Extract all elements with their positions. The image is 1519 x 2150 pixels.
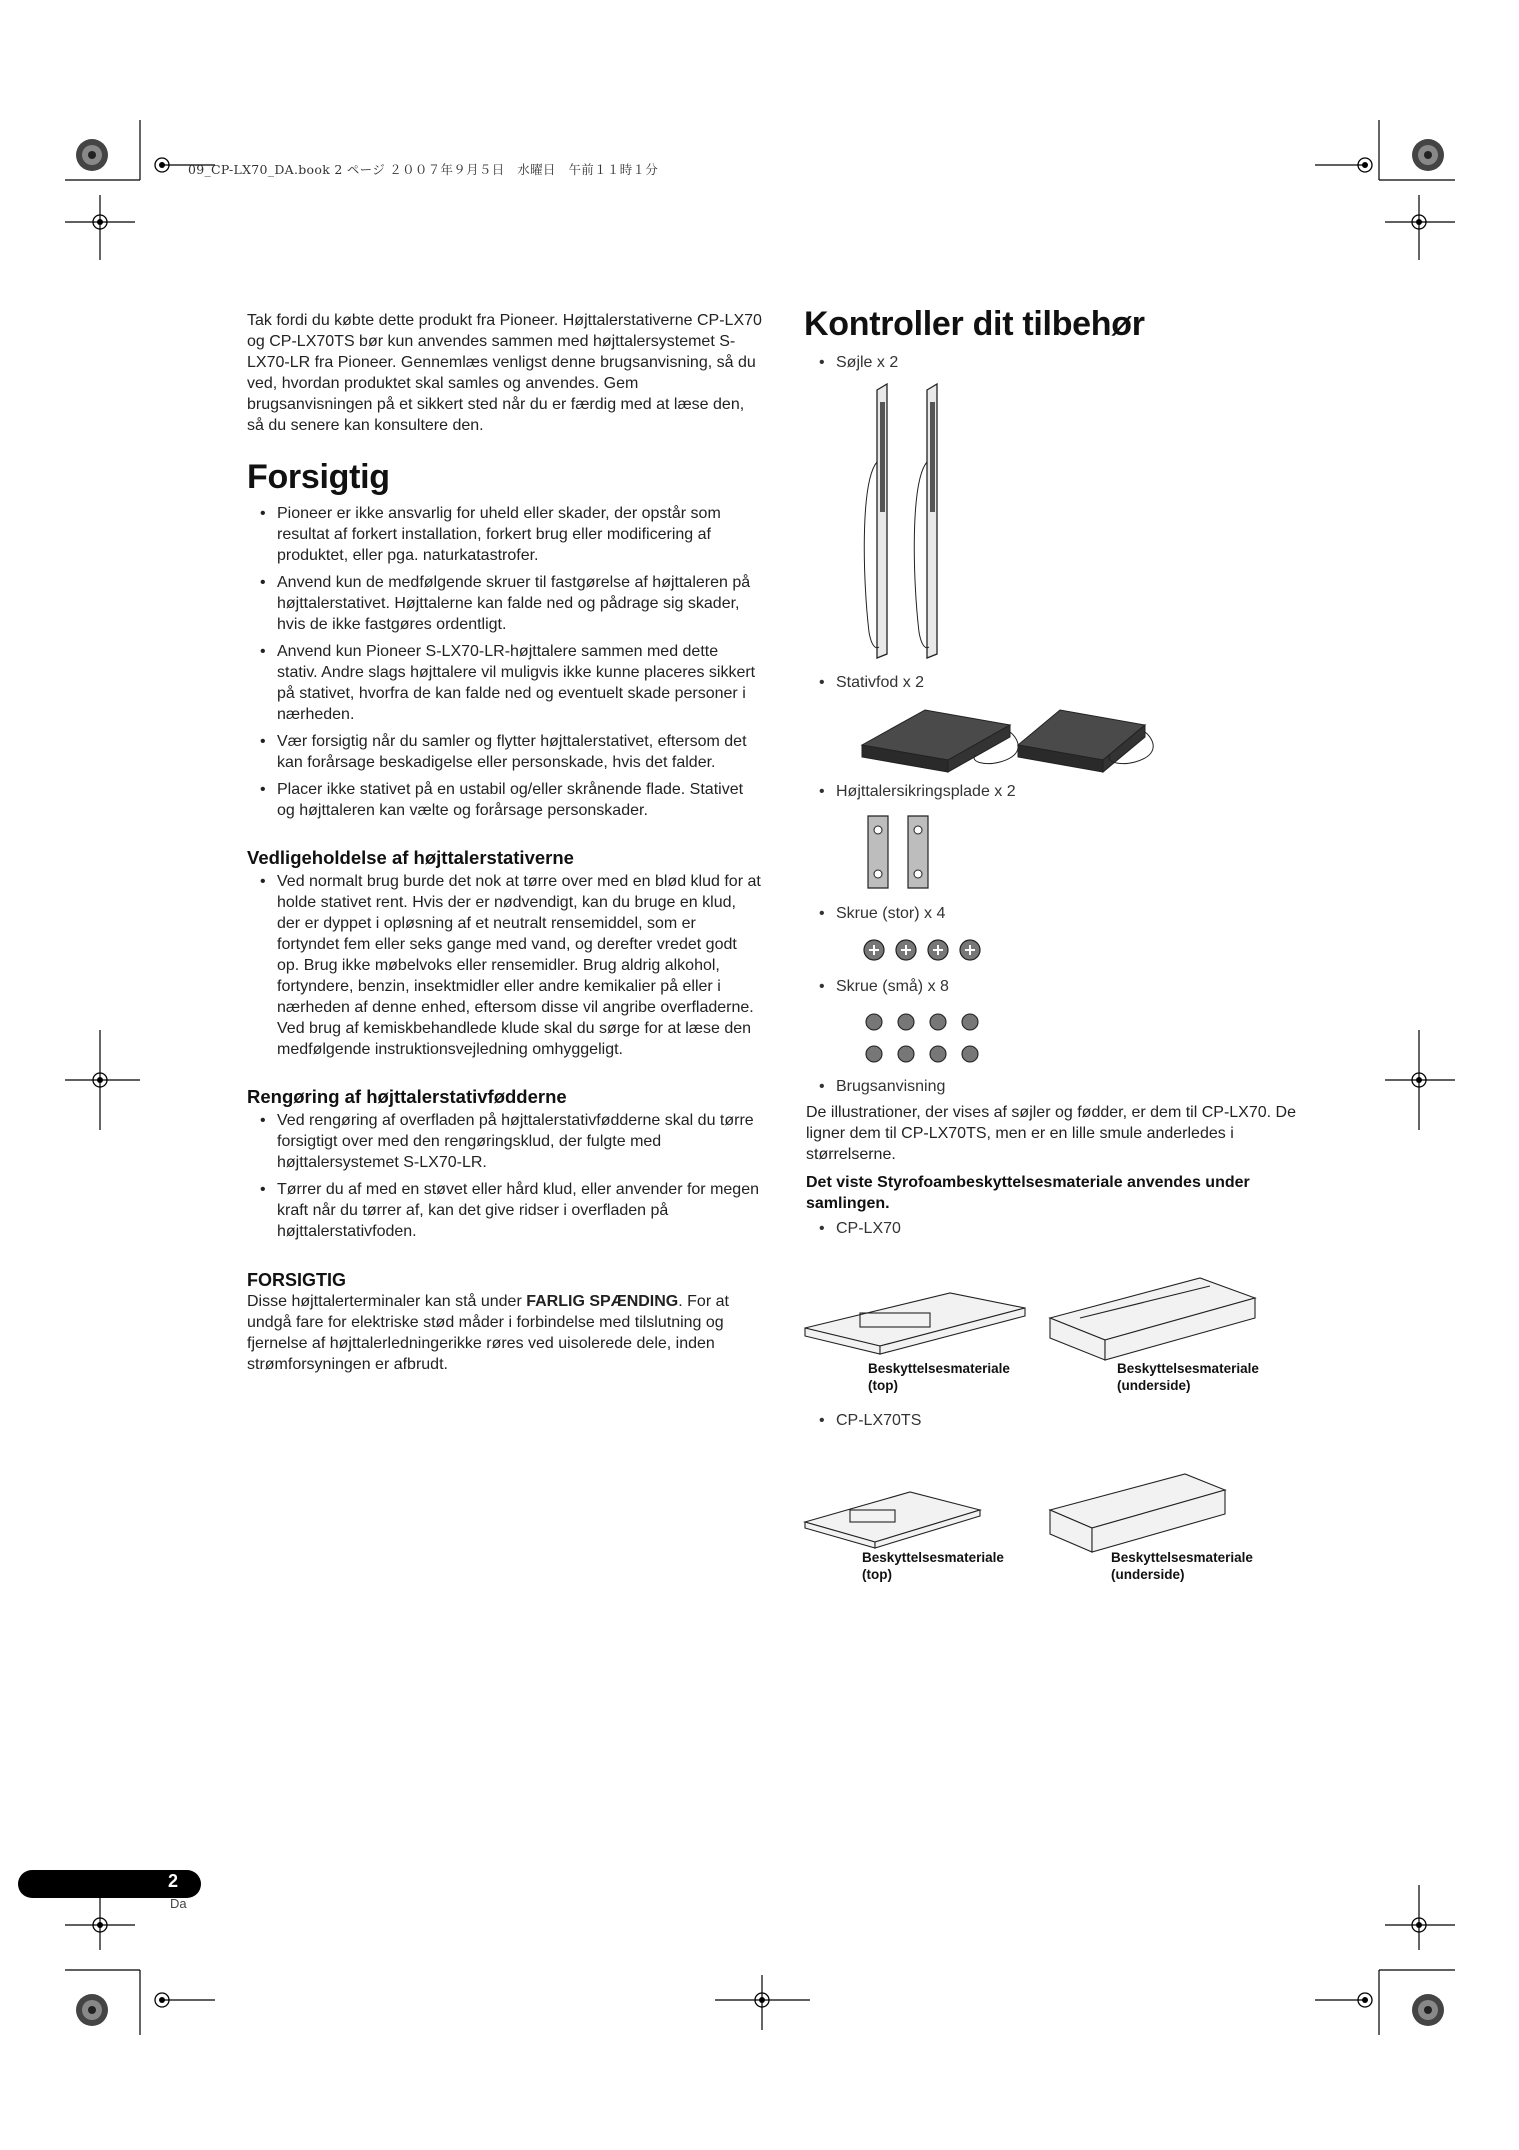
base-illustration xyxy=(860,700,1180,780)
warning-title: FORSIGTIG xyxy=(247,1270,346,1290)
caption-a-underside: Beskyttelsesmateriale (underside) xyxy=(1117,1361,1259,1393)
screw-small-illustration xyxy=(860,1008,1000,1070)
maintenance-heading: Vedligeholdelse af højttalerstativerne xyxy=(247,847,574,868)
intro-paragraph: Tak fordi du købte dette produkt fra Pioneer. Højttalerstativerne CP-LX70 og CP-LX70TS bør kun anvendes sammen med højttalersystemet S-LX70-LR fra Pioneer. Gennemlæs venligst denne brugsanvisning, så du ved, hvordan produktet skal samles og anvendes. Gem brugsanvisningen på et sikkert sted når du er færdig med at læse den, så du senere kan konsultere den. xyxy=(247,312,762,434)
print-header: 09_CP-LX70_DA.book 2 ページ ２００７年９月５日 水曜日 午前１１時１分 xyxy=(188,162,659,177)
warning-text-part: . For at undgå fare for elektriske stød måder i forbindelse med tilslutning og fjernelse af højttalerledningerikke røres ved uisolerede dele, inden strømforsyningen er afbrudt. xyxy=(247,1293,729,1373)
screw-large-illustration xyxy=(860,936,1000,966)
styrofoam-note: Det viste Styrofoambeskyttelsesmateriale anvendes under samlingen. xyxy=(806,1174,1250,1212)
warning-text xyxy=(247,1291,762,1375)
page-number: 2 xyxy=(168,1871,179,1891)
model-b-label: • CP-LX70TS xyxy=(806,1410,921,1431)
list-item: • Anvend kun Pioneer S-LX70-LR-højttalere sammen med dette stativ. Andre slags højttalere vil muligvis ikke kunne placeres sikkert på stativet, hvorfra de kan falde ned og eventuelt skade personer i nærheden. xyxy=(247,641,762,725)
caption-b-top: Beskyttelsesmateriale (top) xyxy=(862,1550,1004,1582)
warning-text-bold: FARLIG SPÆNDING xyxy=(526,1293,679,1310)
list-item: • Pioneer er ikke ansvarlig for uheld eller skader, der opstår som resultat af forkert installation, forkert brug eller modificering af produktet, eller pga. naturkatastrofer. xyxy=(247,503,762,566)
styrofoam-b-illustration xyxy=(800,1460,1270,1560)
caution-heading: Forsigtig xyxy=(247,458,390,496)
screw-small-item: • Skrue (små) x 8 xyxy=(806,976,949,997)
warning-box xyxy=(247,1270,762,1375)
caution-list xyxy=(247,503,762,821)
base-item: • Stativfod x 2 xyxy=(806,672,924,693)
plate-item: • Højttalersikringsplade x 2 xyxy=(806,781,1016,802)
list-item: • Ved rengøring af overfladen på højttalerstativfødderne skal du tørre forsigtigt over med den rengøringsklud, der fulgte med højttalersystemet S-LX70-LR. xyxy=(247,1110,762,1173)
illustration-note: De illustrationer, der vises af søjler og fødder, er dem til CP-LX70. De ligner dem til CP-LX70TS, men er en lille smule anderledes i størrelserne. xyxy=(806,1104,1296,1163)
pillar-illustration xyxy=(855,382,955,667)
page-language: Da xyxy=(170,1896,187,1911)
caption-a-top: Beskyttelsesmateriale (top) xyxy=(868,1361,1010,1393)
pillar-item: • Søjle x 2 xyxy=(806,352,898,373)
list-item: • Placer ikke stativet på en ustabil og/eller skrånende flade. Stativet og højttaleren kan vælte og forårsage personskader. xyxy=(247,779,762,821)
manual-item: • Brugsanvisning xyxy=(806,1076,945,1097)
warning-text-part: Disse højttalerterminaler kan stå under xyxy=(247,1293,527,1310)
plate-illustration xyxy=(860,812,960,892)
maintenance-list xyxy=(247,871,762,1060)
list-item: • Vær forsigtig når du samler og flytter højttalerstativet, eftersom det kan forårsage beskadigelse eller personskade, hvis det falder. xyxy=(247,731,762,773)
left-column xyxy=(247,310,762,1375)
styrofoam-a-illustration xyxy=(800,1268,1270,1368)
accessories-heading: Kontroller dit tilbehør xyxy=(804,305,1145,343)
cleaning-heading: Rengøring af højttalerstativfødderne xyxy=(247,1086,567,1107)
cleaning-list xyxy=(247,1110,762,1242)
list-item: • Ved normalt brug burde det nok at tørre over med en blød klud for at holde stativet rent. Hvis der er nødvendigt, kan du bruge en klud, der er dyppet i opløsning af et neutralt rensemiddel, som er fortyndet fem eller seks gange med vand, og derefter vredet godt op. Brug ikke møbelvoks eller rensemidler. Brug aldrig alkohol, fortyndere, benzin, insektmidler eller andre kemikalier på eller i nærheden af denne enhed, eftersom disse vil angribe overfladerne. Ved brug af kemiskbehandlede klude skal du sørge for at læse den medfølgende instruktionsvejledning omhyggeligt. xyxy=(247,871,762,1060)
caption-b-underside: Beskyttelsesmateriale (underside) xyxy=(1111,1550,1253,1582)
model-a-label: • CP-LX70 xyxy=(806,1218,901,1239)
list-item: • Tørrer du af med en støvet eller hård klud, eller anvender for megen kraft når du tørrer af, kan det give ridser i overfladen på højttalerstativfoden. xyxy=(247,1179,762,1242)
screw-large-item: • Skrue (stor) x 4 xyxy=(806,903,945,924)
list-item: • Anvend kun de medfølgende skruer til fastgørelse af højttaleren på højttalerstativet. Højttalerne kan falde ned og pådrage sig skader, hvis de ikke fastgøres ordentligt. xyxy=(247,572,762,635)
